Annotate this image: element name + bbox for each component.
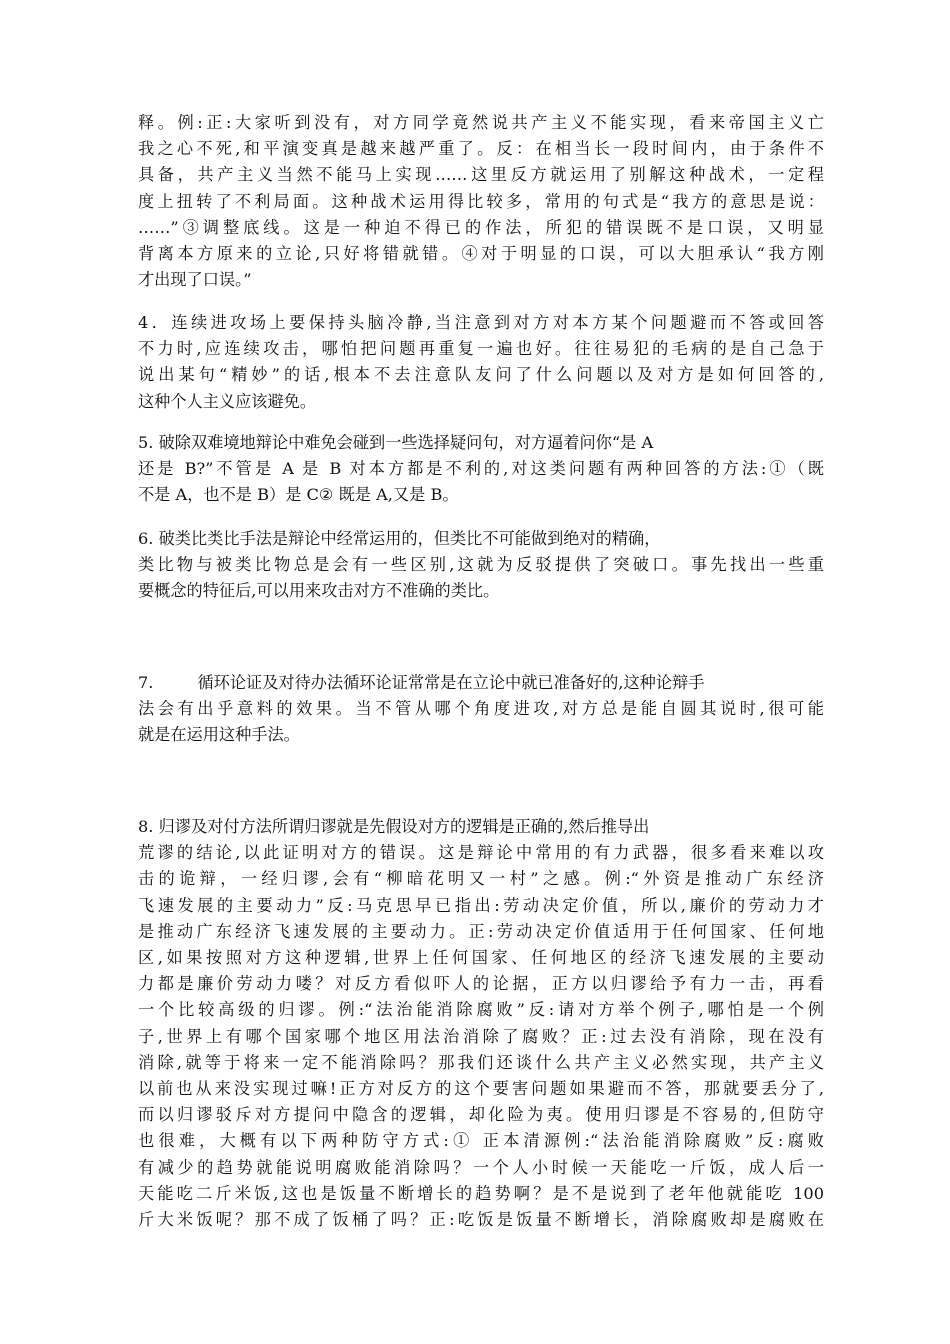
text-line: 类比物与被类比物总是会有一些区别,这就为反驳提供了突破口。事先找出一些重 bbox=[138, 555, 824, 575]
text-line: 是推动广东经济飞速发展的主要动力。正:劳动决定价值适用于任何国家、任何地 bbox=[138, 921, 824, 941]
text-line bbox=[138, 670, 824, 696]
text-line: 飞速发展的主要动力”反:马克思早已指出:劳动决定价值，所以,廉价的劳动力才 bbox=[138, 895, 824, 915]
text-line: 不力时,应连续攻击，哪怕把问题再重复一遍也好。往往易犯的毛病的是自己急于 bbox=[138, 339, 824, 359]
text-line: 子,世界上有哪个国家哪个地区用法治消除了腐败？正:过去没有消除，现在没有 bbox=[138, 1026, 824, 1046]
text-line: 6. 破类比类比手法是辩论中经常运用的，但类比不可能做到绝对的精确， bbox=[138, 529, 661, 548]
text-line: 一个比较高级的归谬。例:“法治能消除腐败”反:请对方举个例子,哪怕是一个例 bbox=[138, 1000, 824, 1020]
text-line: 要概念的特征后,可以用来攻击对方不准确的类比。 bbox=[138, 581, 500, 601]
text-line: 4．连续进攻场上要保持头脑冷静,当注意到对方对本方某个问题避而不答或回答 bbox=[138, 313, 824, 332]
text-line: 斤大米饭呢？那不成了饭桶了吗？正:吃饭是饭量不断增长，消除腐败却是腐败在 bbox=[138, 1210, 824, 1230]
text-line: 具备，共产主义当然不能马上实现……这里反方就运用了别解这种战术，一定程 bbox=[138, 165, 824, 185]
text-line: ……”③调整底线。这是一种迫不得已的作法，所犯的错误既不是口误，又明显 bbox=[138, 217, 824, 237]
text-line: 说出某句“精妙”的话,根本不去注意队友问了什么问题以及对方是如何回答的, bbox=[138, 365, 824, 385]
text-line: 度上扭转了不利局面。这种战术运用得比较多，常用的句式是“我方的意思是说： bbox=[138, 191, 824, 211]
text-line: 还是 B?”不管是 A 是 B 对本方都是不利的,对这类问题有两种回答的方法:①（既 bbox=[138, 459, 824, 479]
text-line: 消除,就等于将来一定不能消除吗？那我们还谈什么共产主义必然实现，共产主义 bbox=[138, 1052, 824, 1072]
list-number: 7. bbox=[138, 673, 154, 692]
text-line: 就是在运用这种手法。 bbox=[138, 725, 300, 745]
paragraph-4 bbox=[138, 310, 824, 415]
text-line: 法会有出乎意料的效果。当不管从哪个角度进攻,对方总是能自圆其说时,很可能 bbox=[138, 699, 824, 719]
text-line: 力都是廉价劳动力喽？对反方看似吓人的论据，正方以归谬给予有力一击，再看 bbox=[138, 974, 824, 994]
paragraph-continued bbox=[138, 110, 824, 293]
text-line: 而以归谬驳斥对方提问中隐含的逻辑，却化险为夷。使用归谬是不容易的,但防守 bbox=[138, 1105, 824, 1125]
text-segment: 循环论证及对待办法循环论证常常是在立论中就已准备好的,这种论辩手 bbox=[197, 673, 705, 692]
text-line: 我之心不死,和平演变真是越来越严重了。反：在相当长一段时间内，由于条件不 bbox=[138, 139, 824, 159]
text-line: 有减少的趋势就能说明腐败能消除吗？一个人小时候一天能吃一斤饭，成人后一 bbox=[138, 1157, 824, 1177]
paragraph-6 bbox=[138, 526, 824, 605]
text-line: 击的诡辩，一经归谬,会有“柳暗花明又一村”之感。例:“外资是推动广东经济 bbox=[138, 869, 824, 889]
text-line: 8. 归谬及对付方法所谓归谬就是先假设对方的逻辑是正确的,然后推导出 bbox=[138, 817, 650, 836]
text-line: 荒谬的结论,以此证明对方的错误。这是辩论中常用的有力武器，很多看来难以攻 bbox=[138, 843, 824, 863]
text-line: 这种个人主义应该避免。 bbox=[138, 391, 317, 411]
text-line: 才出现了口误。” bbox=[138, 270, 252, 290]
text-line: 也很难，大概有以下两种防守方式:① 正本清源例:“法治能消除腐败”反:腐败 bbox=[138, 1131, 824, 1151]
text-line: 背离本方原来的立论,只好将错就错。④对于明显的口误，可以大胆承认“我方刚 bbox=[138, 244, 824, 264]
paragraph-5 bbox=[138, 430, 824, 509]
text-line: 释。例:正:大家听到没有，对方同学竟然说共产主义不能实现，看来帝国主义亡 bbox=[138, 113, 824, 132]
text-line: 5. 破除双难境地辩论中难免会碰到一些选择疑问句，对方逼着问你“是 A bbox=[138, 433, 654, 452]
text-line: 以前也从来没实现过嘛!正方对反方的这个要害问题如果避而不答，那就要丢分了, bbox=[138, 1079, 824, 1099]
paragraph-7 bbox=[138, 670, 824, 749]
text-line: 不是 A，也不是 B）是 C② 既是 A,又是 B。 bbox=[138, 485, 459, 505]
text-line: 区,如果按照对方这种逻辑,世界上任何国家、任何地区的经济飞速发展的主要动 bbox=[138, 948, 824, 968]
text-line: 天能吃二斤米饭,这也是饭量不断增长的趋势啊？是不是说到了老年他就能吃 100 bbox=[138, 1183, 824, 1203]
paragraph-8 bbox=[138, 814, 824, 1233]
